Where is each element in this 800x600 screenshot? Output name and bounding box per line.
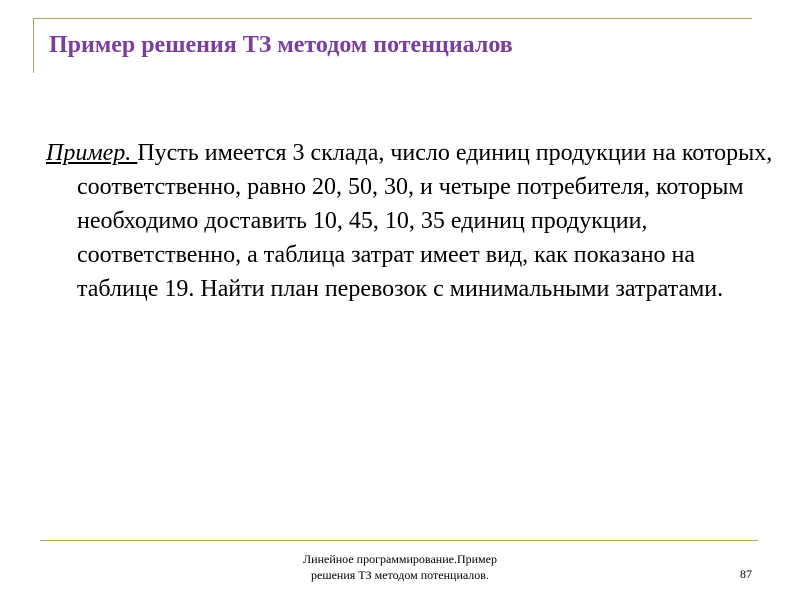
footer-caption <box>250 551 550 583</box>
slide-title: Пример решения ТЗ методом потенциалов <box>49 32 513 58</box>
example-lead: Пример. <box>46 140 138 166</box>
example-text: Пусть имеется 3 склада, число единиц продукции на которых, соответственно, равно 20, 50, 30, и четыре потребителя, которым необходимо доставить 10, 45, 10, 35 единиц продукции, соответственно, а таблица затрат имеет вид, как показано на таблице 19. Найти план перевозок с минимальными затратами. <box>77 140 773 302</box>
top-rule <box>33 18 752 19</box>
footer-line-2: решения ТЗ методом потенциалов. <box>311 568 489 582</box>
left-rule <box>33 18 34 73</box>
bottom-rule <box>40 540 758 541</box>
slide-body <box>46 136 777 306</box>
page-number: 87 <box>740 567 752 581</box>
footer-line-1: Линейное программирование.Пример <box>303 552 497 566</box>
